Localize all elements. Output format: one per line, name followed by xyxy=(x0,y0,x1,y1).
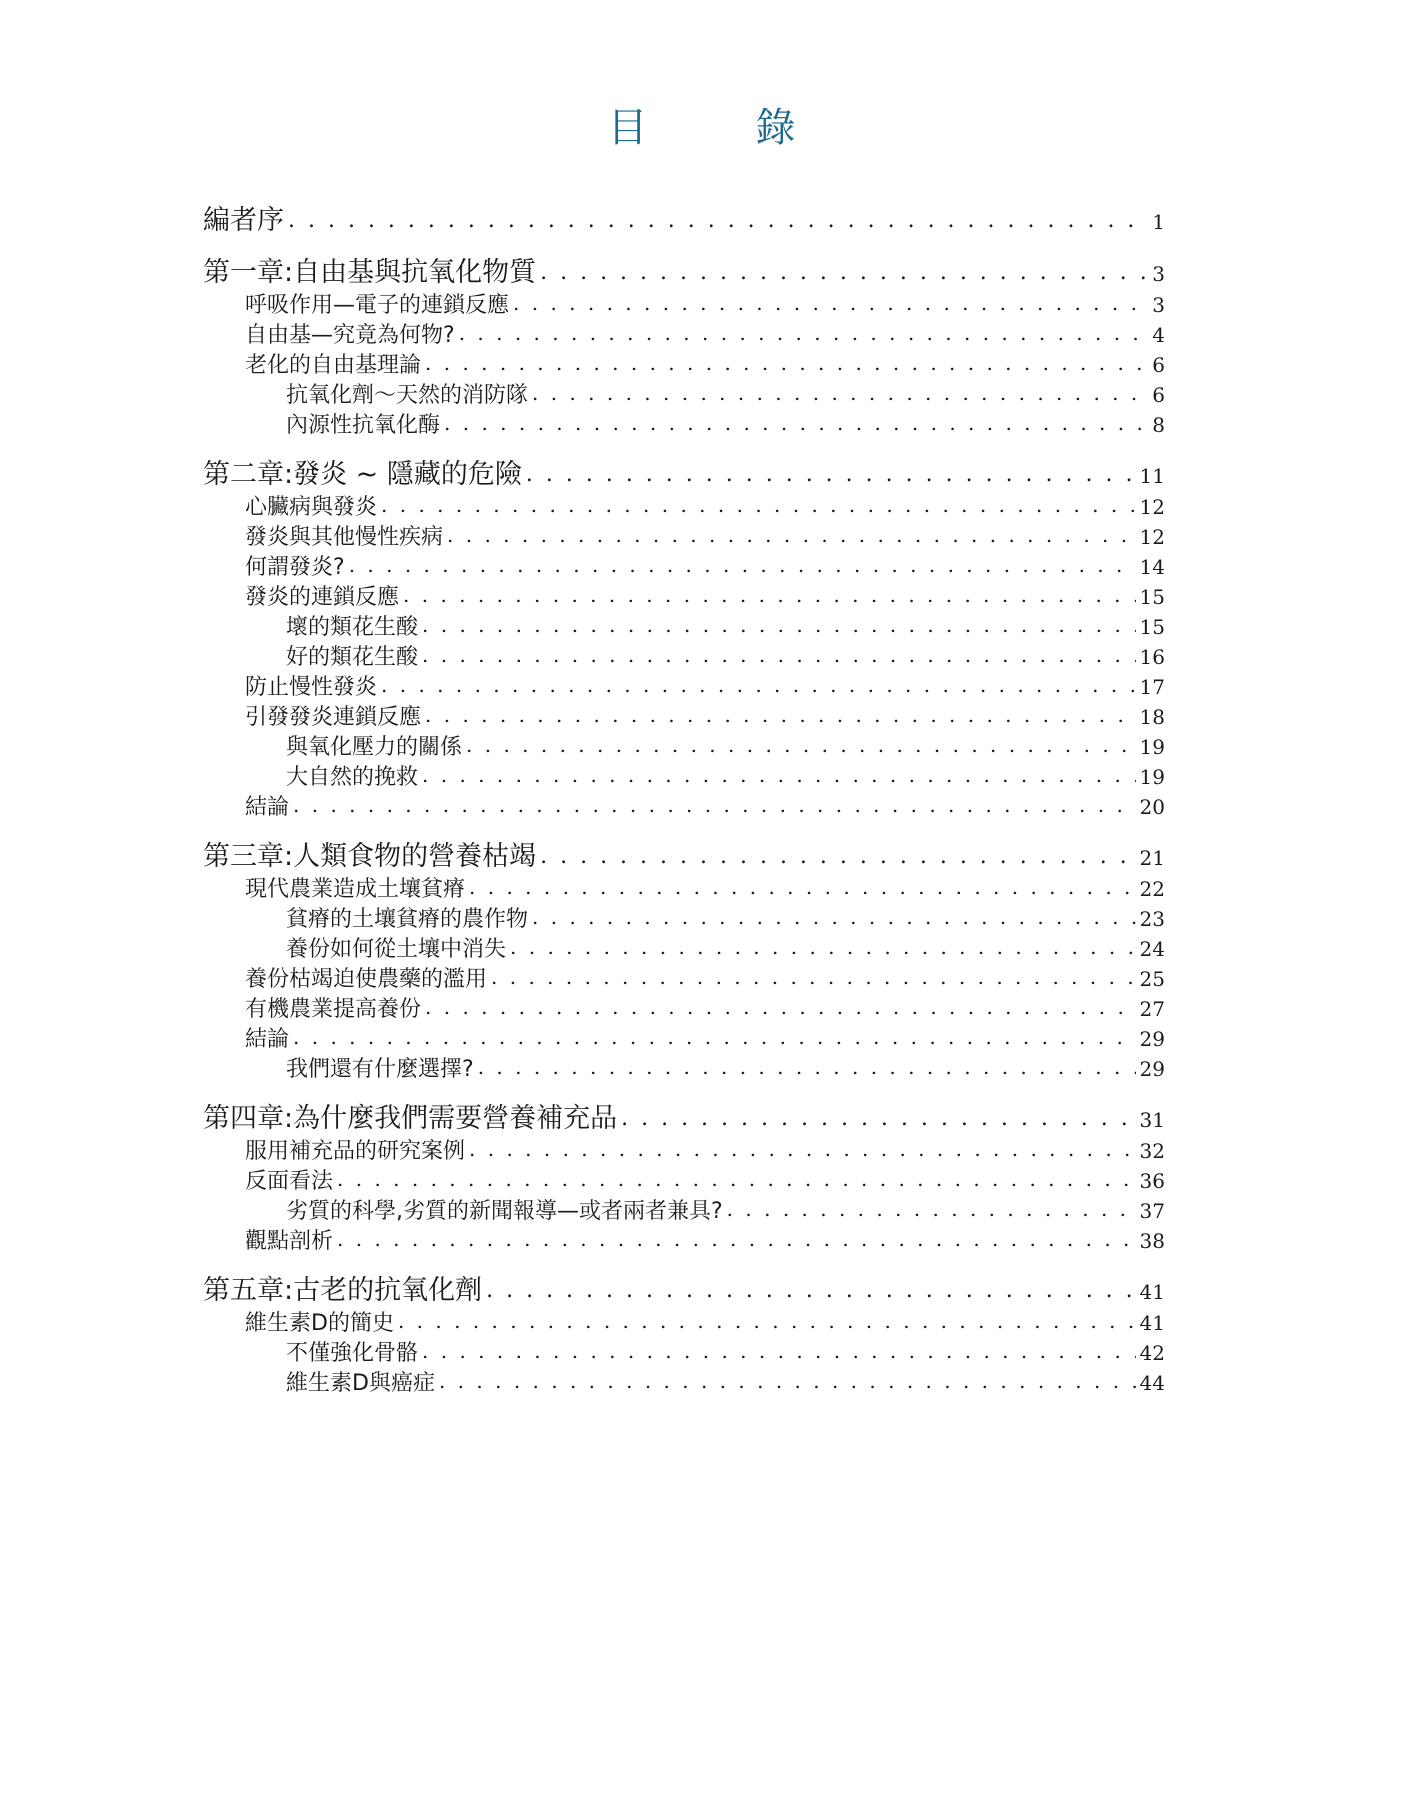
dot-leader xyxy=(288,208,1148,233)
toc-page-number: 32 xyxy=(1139,1139,1165,1163)
dot-leader xyxy=(398,1309,1136,1333)
dot-leader xyxy=(491,965,1136,989)
toc-section-entry xyxy=(203,1224,1165,1254)
toc-section-entry xyxy=(203,348,1165,378)
toc-entry-label: 養份枯竭迫使農藥的濫用 xyxy=(245,967,488,992)
toc-section-entry xyxy=(203,1306,1165,1336)
toc-entry-label: 壞的類花生酸 xyxy=(286,615,419,640)
toc-page-number: 19 xyxy=(1139,765,1165,789)
toc-page-number: 42 xyxy=(1139,1341,1165,1365)
dot-leader xyxy=(293,793,1136,817)
toc-entry-label: 養份如何從土壤中消失 xyxy=(286,937,507,962)
toc-entry-label: 呼吸作用—電子的連鎖反應 xyxy=(245,293,510,318)
toc-entry-label: 我們還有什麼選擇? xyxy=(286,1057,474,1082)
toc-section-entry xyxy=(203,378,1165,408)
toc-section-entry xyxy=(203,610,1165,640)
toc-entry-label: 內源性抗氧化酶 xyxy=(286,413,441,438)
toc-entry-label: 大自然的挽救 xyxy=(286,765,419,790)
toc-section-entry xyxy=(203,408,1165,438)
toc-entry-label: 第二章:發炎 ~ 隱藏的危險 xyxy=(203,459,522,490)
toc-page-number: 12 xyxy=(1139,525,1165,549)
dot-leader xyxy=(478,1055,1136,1079)
dot-leader xyxy=(381,673,1136,697)
dot-leader xyxy=(349,553,1136,577)
toc-section-entry xyxy=(203,700,1165,730)
toc-entry-label: 維生素D的簡史 xyxy=(245,1311,394,1336)
toc-page-number: 31 xyxy=(1139,1108,1165,1132)
toc-entry-label: 結論 xyxy=(245,1027,290,1052)
toc-page-number: 41 xyxy=(1139,1280,1165,1304)
toc-entry-label: 防止慢性發炎 xyxy=(245,675,378,700)
toc-section-entry xyxy=(203,760,1165,790)
dot-leader xyxy=(727,1197,1136,1221)
toc-page-number: 3 xyxy=(1152,293,1165,317)
toc-page-number: 12 xyxy=(1139,495,1165,519)
toc-page-number: 41 xyxy=(1139,1311,1165,1335)
toc-entry-label: 發炎與其他慢性疾病 xyxy=(245,525,444,550)
toc-section-entry xyxy=(203,640,1165,670)
toc-entry-label: 第三章:人類食物的營養枯竭 xyxy=(203,841,537,872)
toc-page-number: 18 xyxy=(1139,705,1165,729)
dot-leader xyxy=(337,1227,1136,1251)
toc-entry-label: 發炎的連鎖反應 xyxy=(245,585,400,610)
toc-page-number: 17 xyxy=(1139,675,1165,699)
toc-page-number: 20 xyxy=(1139,795,1165,819)
dot-leader xyxy=(469,1137,1136,1161)
dot-leader xyxy=(532,905,1136,929)
toc-section-entry xyxy=(203,490,1165,520)
dot-leader xyxy=(459,321,1149,345)
toc-entry-label: 維生素D與癌症 xyxy=(286,1371,435,1396)
toc-page-number: 23 xyxy=(1139,907,1165,931)
dot-leader xyxy=(403,583,1136,607)
toc-page-number: 29 xyxy=(1139,1027,1165,1051)
toc-section-entry xyxy=(203,1052,1165,1082)
dot-leader xyxy=(486,1278,1135,1303)
dot-leader xyxy=(422,643,1136,667)
toc-entry-label: 好的類花生酸 xyxy=(286,645,419,670)
toc-chapter-entry xyxy=(203,198,1165,236)
dot-leader xyxy=(422,1339,1136,1363)
page-title: 目 錄 xyxy=(607,105,830,151)
dot-leader xyxy=(513,291,1148,315)
toc-chapter-entry xyxy=(203,834,1165,872)
dot-leader xyxy=(425,703,1136,727)
toc-entry-label: 貧瘠的土壤貧瘠的農作物 xyxy=(286,907,529,932)
toc-entry-label: 第五章:古老的抗氧化劑 xyxy=(203,1275,483,1306)
toc-page-number: 44 xyxy=(1139,1371,1165,1395)
toc-page-number: 15 xyxy=(1139,585,1165,609)
toc-section-entry xyxy=(203,1366,1165,1396)
toc-page-number: 6 xyxy=(1152,353,1165,377)
toc-entry-label: 引發發炎連鎖反應 xyxy=(245,705,422,730)
toc-section-entry xyxy=(203,872,1165,902)
toc-entry-label: 何謂發炎? xyxy=(245,555,345,580)
toc-page-number: 25 xyxy=(1139,967,1165,991)
toc-section-entry xyxy=(203,1336,1165,1366)
dot-leader xyxy=(425,995,1136,1019)
toc-entry-label: 與氧化壓力的關係 xyxy=(286,735,463,760)
toc-page-number: 22 xyxy=(1139,877,1165,901)
toc-section-entry xyxy=(203,550,1165,580)
toc-entry-label: 反面看法 xyxy=(245,1169,334,1194)
toc-section-entry xyxy=(203,1022,1165,1052)
dot-leader xyxy=(381,493,1136,517)
toc-page-number: 4 xyxy=(1152,323,1165,347)
toc-entry-label: 結論 xyxy=(245,795,290,820)
toc-section-entry xyxy=(203,288,1165,318)
toc-section-entry xyxy=(203,790,1165,820)
toc-section-entry xyxy=(203,932,1165,962)
dot-leader xyxy=(444,411,1148,435)
toc-chapter-entry xyxy=(203,1096,1165,1134)
toc-page-number: 11 xyxy=(1139,464,1165,488)
toc-page-number: 27 xyxy=(1139,997,1165,1021)
toc-section-entry xyxy=(203,992,1165,1022)
toc-section-entry xyxy=(203,962,1165,992)
toc-page-number: 37 xyxy=(1139,1199,1165,1223)
toc-page-number: 8 xyxy=(1152,413,1165,437)
toc-entry-label: 抗氧化劑～天然的消防隊 xyxy=(286,383,529,408)
toc-entry-label: 現代農業造成土壤貧瘠 xyxy=(245,877,466,902)
toc-entry-label: 老化的自由基理論 xyxy=(245,353,422,378)
toc-section-entry xyxy=(203,318,1165,348)
toc-section-entry xyxy=(203,902,1165,932)
toc-section-entry xyxy=(203,670,1165,700)
toc-entry-label: 編者序 xyxy=(203,205,284,236)
toc-chapter-entry xyxy=(203,452,1165,490)
dot-leader xyxy=(447,523,1136,547)
toc-entry-label: 第一章:自由基與抗氧化物質 xyxy=(203,257,537,288)
toc-entry-label: 劣質的科學,劣質的新聞報導—或者兩者兼具? xyxy=(286,1199,723,1224)
toc-page-number: 3 xyxy=(1152,262,1165,286)
toc-section-entry xyxy=(203,730,1165,760)
dot-leader xyxy=(469,875,1136,899)
table-of-contents xyxy=(203,198,1165,1396)
toc-page-number: 16 xyxy=(1139,645,1165,669)
toc-page-number: 36 xyxy=(1139,1169,1165,1193)
dot-leader xyxy=(422,763,1136,787)
toc-page-number: 38 xyxy=(1139,1229,1165,1253)
toc-chapter-entry xyxy=(203,250,1165,288)
toc-entry-label: 自由基—究竟為何物? xyxy=(245,323,455,348)
toc-page-number: 1 xyxy=(1152,210,1165,234)
toc-chapter-entry xyxy=(203,1268,1165,1306)
toc-page-number: 14 xyxy=(1139,555,1165,579)
dot-leader xyxy=(337,1167,1136,1191)
dot-leader xyxy=(540,844,1135,869)
dot-leader xyxy=(466,733,1136,757)
dot-leader xyxy=(439,1369,1136,1393)
dot-leader xyxy=(425,351,1148,375)
toc-entry-label: 有機農業提高養份 xyxy=(245,997,422,1022)
toc-page-number: 29 xyxy=(1139,1057,1165,1081)
toc-section-entry xyxy=(203,1164,1165,1194)
dot-leader xyxy=(422,613,1136,637)
toc-section-entry xyxy=(203,1194,1165,1224)
toc-entry-label: 心臟病與發炎 xyxy=(245,495,378,520)
toc-section-entry xyxy=(203,520,1165,550)
toc-section-entry xyxy=(203,1134,1165,1164)
toc-page-number: 21 xyxy=(1139,846,1165,870)
toc-entry-label: 不僅強化骨骼 xyxy=(286,1341,419,1366)
toc-page-number: 15 xyxy=(1139,615,1165,639)
dot-leader xyxy=(526,462,1136,487)
dot-leader xyxy=(510,935,1136,959)
toc-section-entry xyxy=(203,580,1165,610)
toc-page-number: 24 xyxy=(1139,937,1165,961)
dot-leader xyxy=(293,1025,1136,1049)
toc-entry-label: 觀點剖析 xyxy=(245,1229,334,1254)
toc-entry-label: 第四章:為什麼我們需要營養補充品 xyxy=(203,1103,618,1134)
toc-entry-label: 服用補充品的研究案例 xyxy=(245,1139,466,1164)
toc-page-number: 6 xyxy=(1152,383,1165,407)
dot-leader xyxy=(532,381,1148,405)
toc-page-number: 19 xyxy=(1139,735,1165,759)
dot-leader xyxy=(621,1106,1135,1131)
dot-leader xyxy=(540,260,1148,285)
